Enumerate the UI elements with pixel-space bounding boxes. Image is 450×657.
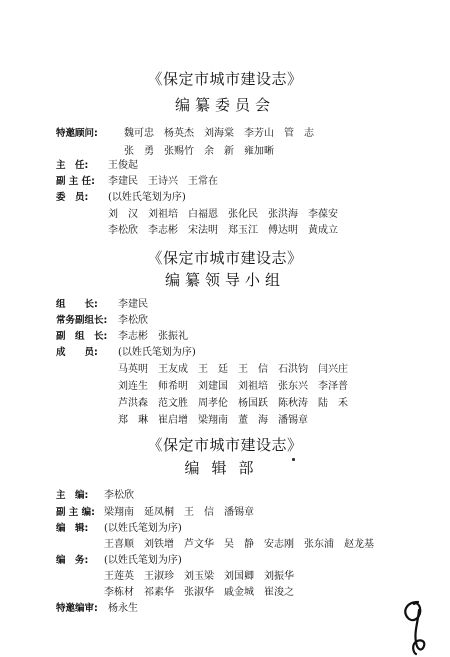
- exec-deputy-name: 李松欣: [118, 315, 148, 326]
- writers-line2: 李栋材 祁素华 张淑华 戚金城 崔浚之: [104, 587, 294, 598]
- members-note: (以姓氏笔划为序): [108, 192, 186, 203]
- writers-line1: 王莲英 王淑珍 刘玉梁 刘国卿 刘振华: [104, 571, 294, 582]
- leader-row: [56, 298, 98, 312]
- special-advisors-line2: 张 勇 张赐竹 余 新 雍加晰: [124, 146, 274, 157]
- leader-label: 组 长:: [56, 299, 98, 310]
- director-name: 王俊起: [108, 160, 138, 171]
- group-members-label: 成 员:: [56, 347, 98, 358]
- deputy-editor-names: 梁翔南 延凤桐 王 信 潘锡章: [104, 507, 254, 518]
- group-members-line2: 刘连生 师希明 刘建国 刘祖培 张东兴 李泽普: [118, 381, 348, 392]
- chief-editor-name: 李松欣: [104, 490, 134, 501]
- editors-label: 编 辑:: [56, 523, 89, 534]
- director-label: 主 任:: [56, 160, 89, 171]
- group-members-note: (以姓氏笔划为序): [118, 347, 196, 358]
- section1-subtitle: 编纂委员会: [174, 96, 275, 114]
- handwritten-page-number: [392, 598, 432, 656]
- section2-subtitle: 编纂领导小组: [164, 271, 285, 289]
- group-members-row: [56, 346, 98, 360]
- vice-director-names: 李建民 王诗兴 王常在: [108, 176, 218, 187]
- writers-label: 编 务:: [56, 555, 89, 566]
- group-members-line1: 马英明 王友成 王 廷 王 信 石洪钧 闫兴庄: [118, 364, 348, 375]
- vice-director-row: [56, 175, 95, 189]
- exec-deputy-row: [56, 314, 107, 328]
- members-row: [56, 191, 88, 205]
- vice-director-label: 副 主 任:: [56, 176, 95, 187]
- deputy-label: 副 组 长:: [56, 331, 108, 342]
- exec-deputy-label: 常务副组长:: [56, 315, 108, 326]
- chief-editor-label: 主 编:: [56, 490, 89, 501]
- group-members-line3: 芦洪森 范文胜 周孝伦 杨国跃 陈秋涛 陆 禾: [118, 398, 348, 409]
- section3-subtitle: 编辑部: [184, 459, 266, 477]
- deputy-names: 李志彬 张振礼: [118, 331, 188, 342]
- deputy-row: [56, 330, 107, 344]
- members-line1: 刘 汉 刘祖培 白福恩 张化民 张洪海 李葆安: [108, 209, 338, 220]
- members-label: 委 员:: [56, 192, 89, 203]
- guest-editor-name: 杨永生: [108, 603, 138, 614]
- editors-row: [56, 522, 88, 536]
- editors-line1: 王喜顺 刘铁增 芦文华 吴 静 安志刚 张东浦 赵龙基: [104, 539, 374, 550]
- section1-title: 《保定市城市建设志》: [147, 70, 303, 88]
- special-advisors-line1: 魏可忠 杨英杰 刘海棠 李芳山 管 志: [124, 128, 314, 139]
- deputy-editor-row: [56, 506, 95, 520]
- guest-editor-label: 特邀编审:: [56, 603, 98, 614]
- chief-editor-row: [56, 489, 88, 503]
- section2-title: 《保定市城市建设志》: [147, 249, 303, 267]
- special-advisors-label: 特邀顾问:: [56, 128, 98, 139]
- special-advisors-row: [56, 127, 98, 141]
- section3-title: 《保定市城市建设志》: [147, 436, 303, 454]
- writers-row: [56, 554, 88, 568]
- group-members-line4: 郑 琳 崔启增 梁翔南 董 海 潘锡章: [118, 415, 308, 426]
- leader-name: 李建民: [118, 299, 148, 310]
- deputy-editor-label: 副 主 编:: [56, 507, 95, 518]
- guest-editor-row: [56, 602, 98, 616]
- director-row: [56, 159, 88, 173]
- writers-note: (以姓氏笔划为序): [104, 555, 182, 566]
- speck-mark: [292, 458, 295, 461]
- members-line2: 李松欣 李志彬 宋法明 郑玉江 傅达明 黄成立: [108, 225, 338, 236]
- editors-note: (以姓氏笔划为序): [104, 523, 182, 534]
